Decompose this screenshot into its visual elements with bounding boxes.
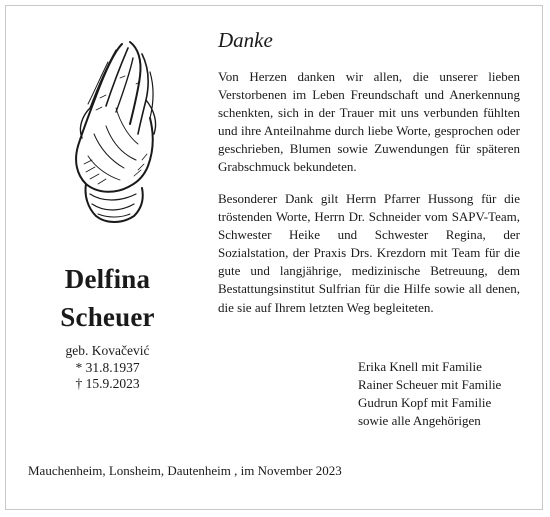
deceased-first-name: Delfina [64,264,151,294]
death-date: † 15.9.2023 [75,376,140,391]
birth-name: geb. Kovačević [65,343,150,358]
signatory: sowie alle Angehörigen [358,413,481,429]
signatories [358,358,501,430]
thanks-paragraph-1: Von Herzen danken wir allen, die unserer lieben Verstorbenen im Leben Freundschaft und Anerkennung schenkten, sich in der Trauer mit uns verbunden fühlten und ihre Anteilnahme durch liebe Worte, gesprochen oder geschrieben, Blumen sowie Zuwendungen für späteren Grabschmuck bekundeten. [218,69,520,175]
deceased-last-name: Scheuer [60,302,155,332]
heading: Danke [218,28,273,52]
signatory: Gudrun Kopf mit Familie [358,395,492,411]
praying-hands-icon [50,38,165,228]
thanks-paragraph-2: Besonderer Dank gilt Herrn Pfarrer Hussong für die tröstenden Worte, Herrn Dr. Schneider vom SAPV-Team, Schwester Heike und Schwester Regina, der Sozialstation, der Praxis Drs. Krezdorn mit Team für die gute und langjährige, medizinische Betreuung, dem Bestattungsinstitut Sulfrian für die Hilfe sowie all denen, die sie auf Ihrem letzten Weg begleiteten. [218,191,520,315]
life-dates [20,343,195,393]
signatory: Erika Knell mit Familie [358,359,482,374]
signatory: Rainer Scheuer mit Familie [358,377,502,393]
birth-date: * 31.8.1937 [75,359,140,375]
place-date-footer: Mauchenheim, Lonsheim, Dautenheim , im November 2023 [28,463,342,478]
